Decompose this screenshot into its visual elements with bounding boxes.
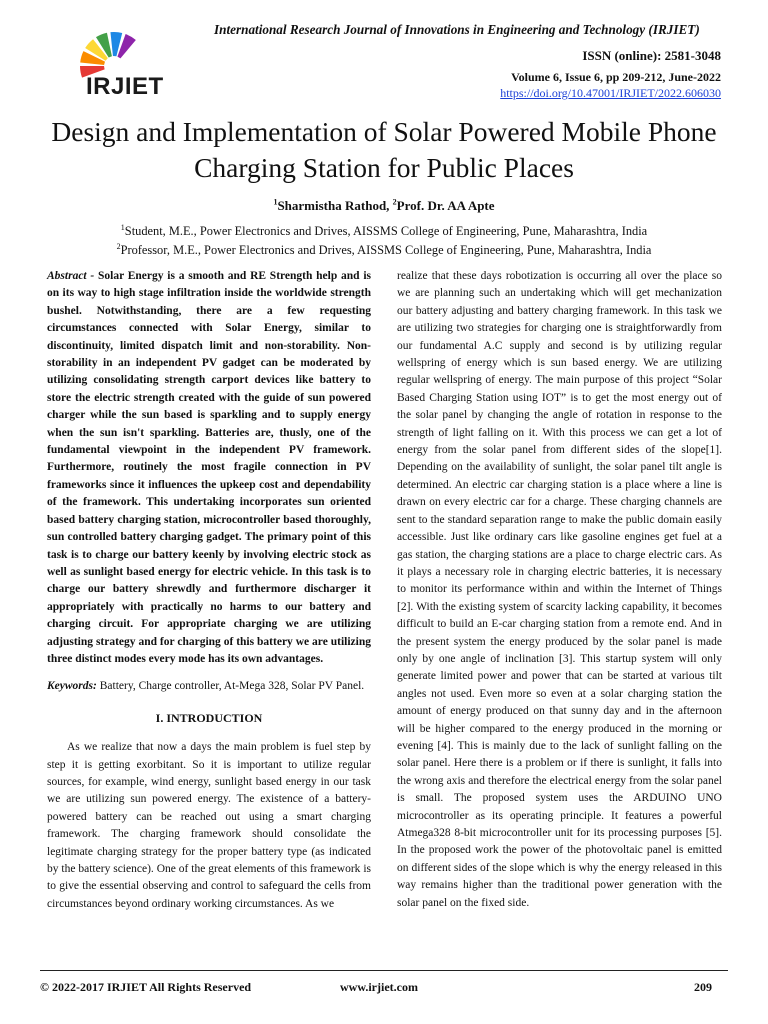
affil-text: Student, M.E., Power Electronics and Drives, AISSMS College of Engineering, Pune, Maharashtra, India <box>124 224 648 238</box>
left-column <box>47 268 371 913</box>
keywords-text: Battery, Charge controller, At-Mega 328, Solar PV Panel. <box>96 680 365 693</box>
footer-divider <box>40 970 728 971</box>
authors <box>40 198 728 214</box>
author-name: Sharmistha Rathod, <box>277 198 393 213</box>
journal-name: International Research Journal of Innovations in Engineering and Technology (IRJIET) <box>214 22 700 37</box>
affiliations <box>40 222 728 260</box>
affil-text: Professor, M.E., Power Electronics and Drives, AISSMS College of Engineering, Pune, Maharashtra, India <box>120 243 652 257</box>
abstract-label: Abstract - <box>47 270 95 282</box>
intro-paragraph: As we realize that now a days the main problem is fuel step by step it is getting exorbitant. So it is important to utilize regular sources, for example, wind energy, sunlight based energy in our task we are utilizing sun powered energy. The existence of a battery-powered battery can be reached out using a smart charging framework. The charging framework should consolidate the legitimate charging strategy for the proper battery type (as indicated by the battery science). One of the great elements of this framework is to give the essential observing and control to safeguard the cells from circumstances beyond ordinary working circumstances. As we <box>47 741 371 910</box>
affil-sup: 1 <box>120 222 125 232</box>
keywords <box>47 678 371 695</box>
keywords-label: Keywords: <box>47 680 97 693</box>
doi-link[interactable]: https://doi.org/10.47001/IRJIET/2022.606030 <box>500 86 721 100</box>
abstract <box>47 268 371 668</box>
section-heading: I. INTRODUCTION <box>155 710 263 725</box>
affiliation <box>40 241 728 260</box>
paper-title: Design and Implementation of Solar Powered Mobile Phone Charging Station for Public Places <box>51 116 717 183</box>
logo-text: IRJIET <box>86 73 164 100</box>
page-number: 209 <box>694 980 712 994</box>
affil-sup: 2 <box>116 241 121 251</box>
issn: ISSN (online): 2581-3048 <box>582 48 721 63</box>
right-column <box>397 268 722 912</box>
footer-website[interactable]: www.irjiet.com <box>340 980 418 994</box>
footer-copyright: © 2022-2017 IRJIET All Rights Reserved <box>40 980 252 994</box>
volume-info: Volume 6, Issue 6, pp 209-212, June-2022 <box>511 70 721 84</box>
intro-continued: realize that these days robotization is occurring all over the place so we are planning such an undertaking which will get mechanization our battery adjusting and battery charging framework. In this task we are utilizing two strategies for charging one is straightforwardly from our fundamental A.C supply and second is by utilizing regular wellspring of energy which is sun based energy. We are utilizing regular wellspring of energy. The main purpose of this project “Solar Based Charging Station using IOT” is to get the most energy out of the solar panel by changing the angle of rotation in response to the strength of light falling on it. With this process we can get a lot of energy from the solar panel from different sides of the slope[1]. Depending on the availability of sunlight, the solar panel tilt angle is determined. An electric car charging station is a place where a line is drawn on every electric car for a charge. These charging channels are sent to the standard separation range to make the public domain easily accessible. Just like ordinary cars like gasoline engines get fuel at a gas station, the charging stations are a place to charge electric cars. As it plays a necessary role in charging electric batteries, it is necessary to monitor its performance within and within the Internet of Things [2]. With the existing system of scarcity lacking capability, it becomes difficult to build an E-car charging station from a remote end. And in the present system the energy produced by the solar panel is made only by one angle of inclination [3]. This startup system will only generate limited power and power that can be started at various tilt angles not used. Even more so even at a solar charging station the amount of energy produced on that sunny day and in the afternoon will be higher compared to the energy produced in the morning or evening [4]. This is mainly due to the lack of sunlight falling on the solar panel. Here there is a problem or if there is sunlight, it falls into the wrong axis and therefore the electrical energy from the solar panel is small. The proposed system uses the ARDUINO UNO microcontroller as its operating principle. It features a powerful Atmega328 8-bit microcontroller unit for its processing purposes [5]. In the proposed work the power of the photovoltaic panel is emitted on different sides of the slope which is why the energy released in this way remains higher than the traditional power generation with the solar panel on the fixed side. <box>397 270 722 909</box>
author-name: Prof. Dr. AA Apte <box>396 198 495 213</box>
affiliation <box>40 222 728 241</box>
abstract-text: Solar Energy is a smooth and RE Strength help and is on its way to high stage infiltration inside the worldwide strength bushel. Notwithstanding, there are a few requesting circumstances connected with Solar Energy, similar to discontinuity, limited dispatch limit and non-storability. Non-storability in an independent PV gadget can be moderated by utilizing consolidating strength carport devices like battery to store the electric strength created with the guide of sun powered charger while the sun based is sparkling and to supply energy when the sun isn't sparkling. Batteries are, thusly, one of the fundamental viewpoint in the independent PV framework. Furthermore, routinely the most fragile connection in PV frameworks since it influences the upkeep cost and dependability of the framework. This undertaking incorporates sun oriented based battery charging station, microcontroller based thoroughly, sun controlled battery charging gadget. The primary point of this task is to charge our battery keenly by involving electric stock as well as sunlight based energy for electric vehicle. In this task is to charge our battery shrewdly and furthermore discharger it appropriately with practically no harms to our battery and charging circuit. For appropriate charging we are utilizing adjusting strategy and for charging of this battery we are utilizing three distinct modes every mode has its own advantages. <box>47 270 371 665</box>
author-sup: 1 <box>273 197 278 207</box>
author-sup: 2 <box>392 197 397 207</box>
